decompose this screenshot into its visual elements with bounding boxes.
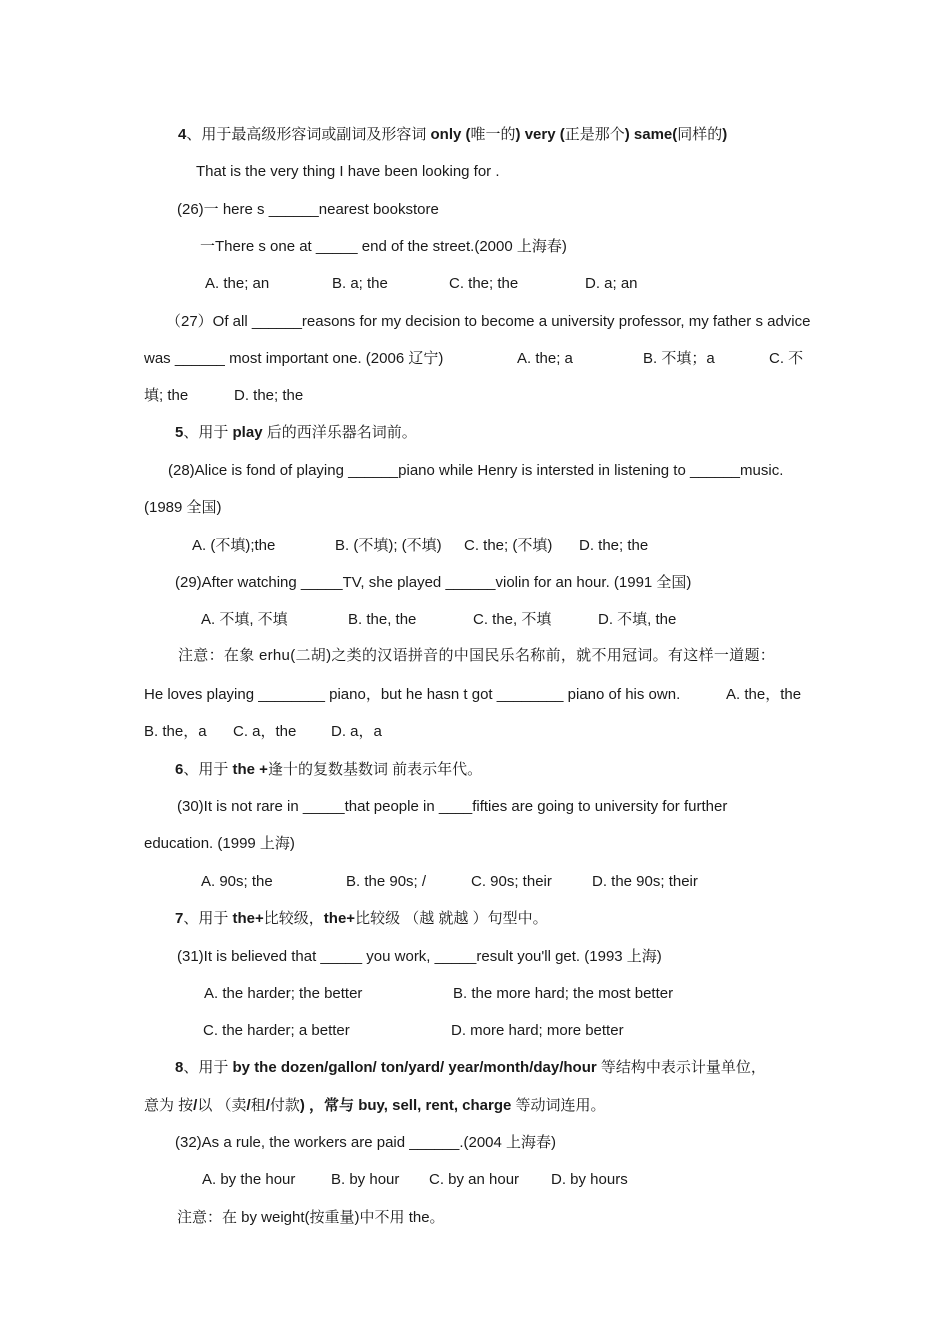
section-8-line2 [144,1096,606,1116]
section-text: 、用于 [183,424,233,441]
option-c: C. the; the [449,275,519,292]
option-a: A. (不填);the [192,537,276,554]
option-c: C. the, 不填 [473,611,552,628]
note-line2: He loves playing ________ piano，but he hasn t got ________ piano of his own. [144,686,681,703]
section-text: 比较级， [263,910,324,927]
option-b: B. (不填); (不填) [335,537,442,554]
keyword: buy, sell, rent, charge [358,1097,512,1114]
option-a: A. the; an [205,275,270,292]
section-text: 租 [250,1097,266,1114]
question-30-line2: education. (1999 上海) [144,835,295,852]
gloss: 同样的 [677,126,723,143]
section-text: 逢十的复数基数词 前表示年代。 [267,761,483,778]
option-a: A. the，the [726,686,802,703]
option-d: D. more hard; more better [451,1022,624,1039]
option-d: D. a，a [331,723,382,740]
keyword: ) [722,126,728,143]
question-27-line2: was ______ most important one. (2006 辽宁) [144,350,444,367]
option-c: C. the; (不填) [464,537,553,554]
option-b: B. the more hard; the most better [453,985,674,1002]
option-b: B. by hour [331,1171,400,1188]
section-number: 4 [178,126,187,143]
option-c: C. 不 [769,350,804,367]
question-29-line1: (29)After watching _____TV, she played ______violin for an hour. (1991 全国) [175,574,692,591]
option-c: C. a，the [233,723,297,740]
question-26-line2: 一There s one at _____ end of the street.(2000 上海春) [200,238,567,255]
option-b: B. 不填；a [643,350,715,367]
option-d: D. 不填, the [598,611,677,628]
section-text: 、用于 [183,761,233,778]
section-text: 、用于 [183,1059,233,1076]
question-26-line1: (26)一 here s ______nearest bookstore [177,201,439,218]
option-d: D. the; the [234,387,304,404]
section-5-heading [175,423,417,443]
option-d: D. the 90s; their [592,873,698,890]
section-number: 5 [175,424,184,441]
option-d: D. the; the [579,537,649,554]
section-text: 等动词连用。 [511,1097,606,1114]
option-c: C. 90s; their [471,873,552,890]
note-2: 注意：在 by weight(按重量)中不用 the。 [177,1209,445,1226]
option-a: A. 90s; the [201,873,273,890]
keyword: the + [232,761,268,778]
option-b: B. the 90s; / [346,873,427,890]
question-28-line2: (1989 全国) [144,499,222,516]
section-text: 付款 [269,1097,300,1114]
keyword: / [265,1097,270,1114]
option-a: A. 不填, 不填 [201,611,288,628]
gloss: 唯一的 [470,126,516,143]
keyword: / [246,1097,251,1114]
question-31-line1: (31)It is believed that _____ you work, _____result you'll get. (1993 上海) [177,948,662,965]
example-sentence: That is the very thing I have been looking for . [196,163,500,180]
keyword: play [232,424,263,441]
section-text: 、用于最高级形容词或副词及形容词 [186,126,431,143]
section-8-heading [175,1058,766,1078]
keyword: only ( [430,126,471,143]
keyword: ) very ( [515,126,565,143]
section-number: 7 [175,910,184,927]
gloss: 正是那个 [564,126,625,143]
keyword: ) same( [624,126,678,143]
section-7-heading [175,909,548,929]
question-32-line1: (32)As a rule, the workers are paid ______.(2004 上海春) [175,1134,557,1151]
section-text: 等结构中表示计量单位， [596,1059,766,1076]
question-27-line1: （27）Of all ______reasons for my decision to become a university professor, my father s advice [166,313,811,330]
keyword: the+ [232,910,264,927]
section-text: 、用于 [183,910,233,927]
option-d: D. by hours [551,1171,628,1188]
section-6-heading [175,760,482,780]
option-a: A. the; a [517,350,573,367]
section-number: 6 [175,761,184,778]
keyword: the+ [323,910,356,927]
question-30-line1: (30)It is not rare in _____that people in ____fifties are going to university for further [177,798,728,815]
option-d: D. a; an [585,275,638,292]
option-b: B. a; the [332,275,388,292]
keyword: ) ，常与 [299,1097,359,1114]
section-number: 8 [175,1059,184,1076]
section-4-heading [178,125,727,145]
section-text: 意为 按 [144,1097,194,1114]
section-text: 比较级 （越 就越 ）句型中。 [355,910,548,927]
option-c: C. by an hour [429,1171,520,1188]
option-a: A. by the hour [202,1171,296,1188]
option-a: A. the harder; the better [204,985,363,1002]
section-text: 以 （卖 [197,1097,247,1114]
question-28-line1: (28)Alice is fond of playing ______piano while Henry is intersted in listening to ______music. [168,462,784,479]
keyword: by the dozen/gallon/ ton/yard/ year/month/day/hour [232,1059,597,1076]
option-c-continued: 填; the [144,387,189,404]
option-b: B. the，a [144,723,207,740]
option-b: B. the, the [348,611,417,628]
note-line1: 注意：在象 erhu(二胡)之类的汉语拼音的中国民乐名称前，就不用冠词。有这样一道题： [178,647,776,664]
section-text: 后的西洋乐器名词前。 [262,424,417,441]
keyword: / [193,1097,198,1114]
option-c: C. the harder; a better [203,1022,350,1039]
